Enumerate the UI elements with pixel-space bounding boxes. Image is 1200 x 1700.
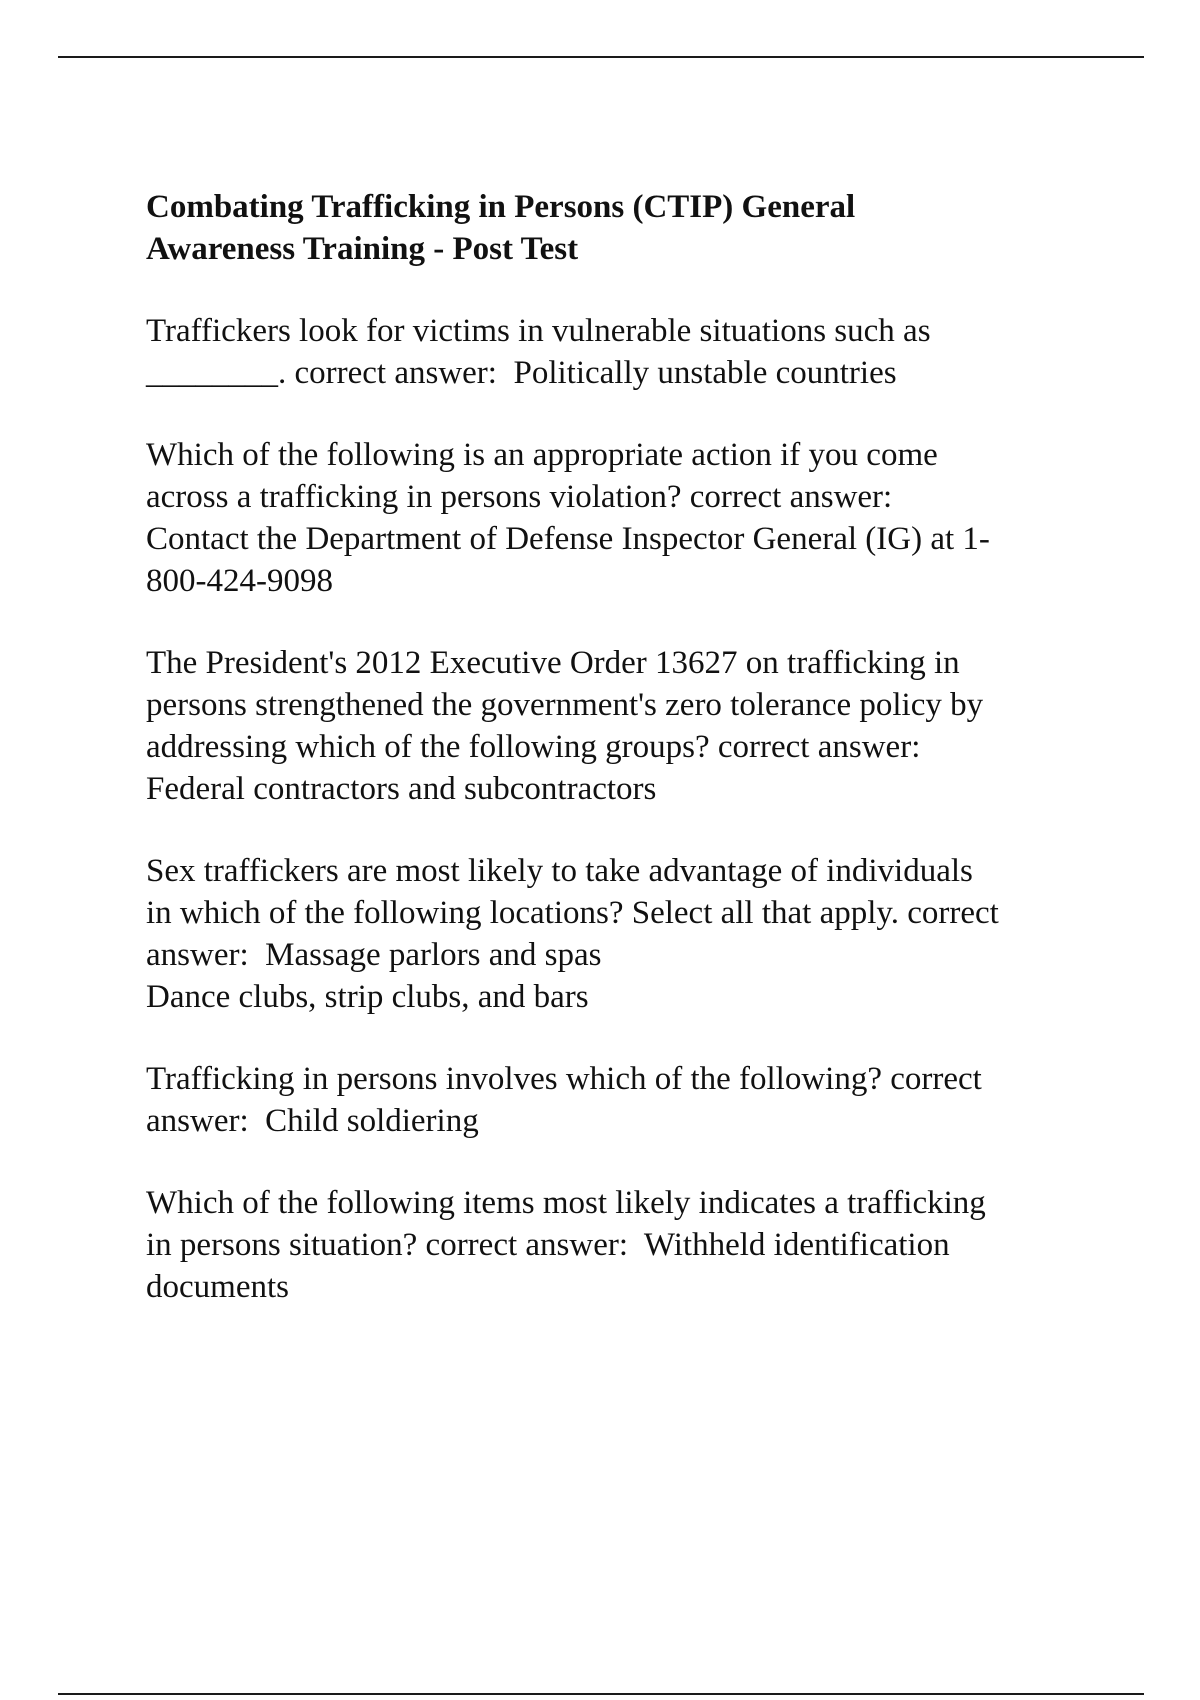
text-line: persons strengthened the government's zero tolerance policy by <box>146 687 984 723</box>
document-title <box>146 186 1096 270</box>
question-answer-item <box>146 310 1096 394</box>
text-line: The President's 2012 Executive Order 13627 on trafficking in <box>146 645 960 681</box>
text-line: documents <box>146 1269 289 1305</box>
title-line-2: Awareness Training - Post Test <box>146 231 579 267</box>
text-line: Traffickers look for victims in vulnerable situations such as <box>146 313 931 349</box>
text-line: in persons situation? correct answer: Withheld identification <box>146 1227 950 1263</box>
text-line: across a trafficking in persons violation? correct answer: <box>146 479 893 515</box>
text-line: answer: Child soldiering <box>146 1103 479 1139</box>
text-line: in which of the following locations? Select all that apply. correct <box>146 895 999 931</box>
question-answer-item <box>146 642 1096 810</box>
text-line: Federal contractors and subcontractors <box>146 771 657 807</box>
text-line: ________. correct answer: Politically unstable countries <box>146 355 897 391</box>
text-line: Dance clubs, strip clubs, and bars <box>146 979 589 1015</box>
text-line: Which of the following items most likely indicates a trafficking <box>146 1185 986 1221</box>
title-line-1: Combating Trafficking in Persons (CTIP) General <box>146 189 856 225</box>
text-line: addressing which of the following groups? correct answer: <box>146 729 921 765</box>
text-line: Contact the Department of Defense Inspector General (IG) at 1- <box>146 521 990 557</box>
question-answer-item <box>146 1182 1096 1308</box>
question-answer-item <box>146 434 1096 602</box>
question-answer-item <box>146 850 1096 1018</box>
text-line: Which of the following is an appropriate action if you come <box>146 437 938 473</box>
top-rule <box>58 56 1144 58</box>
text-line: Trafficking in persons involves which of the following? correct <box>146 1061 982 1097</box>
question-answer-item <box>146 1058 1096 1142</box>
text-line: answer: Massage parlors and spas <box>146 937 602 973</box>
text-line: 800-424-9098 <box>146 563 333 599</box>
document-body <box>146 186 1096 1348</box>
bottom-rule <box>58 1693 1144 1695</box>
text-line: Sex traffickers are most likely to take advantage of individuals <box>146 853 973 889</box>
